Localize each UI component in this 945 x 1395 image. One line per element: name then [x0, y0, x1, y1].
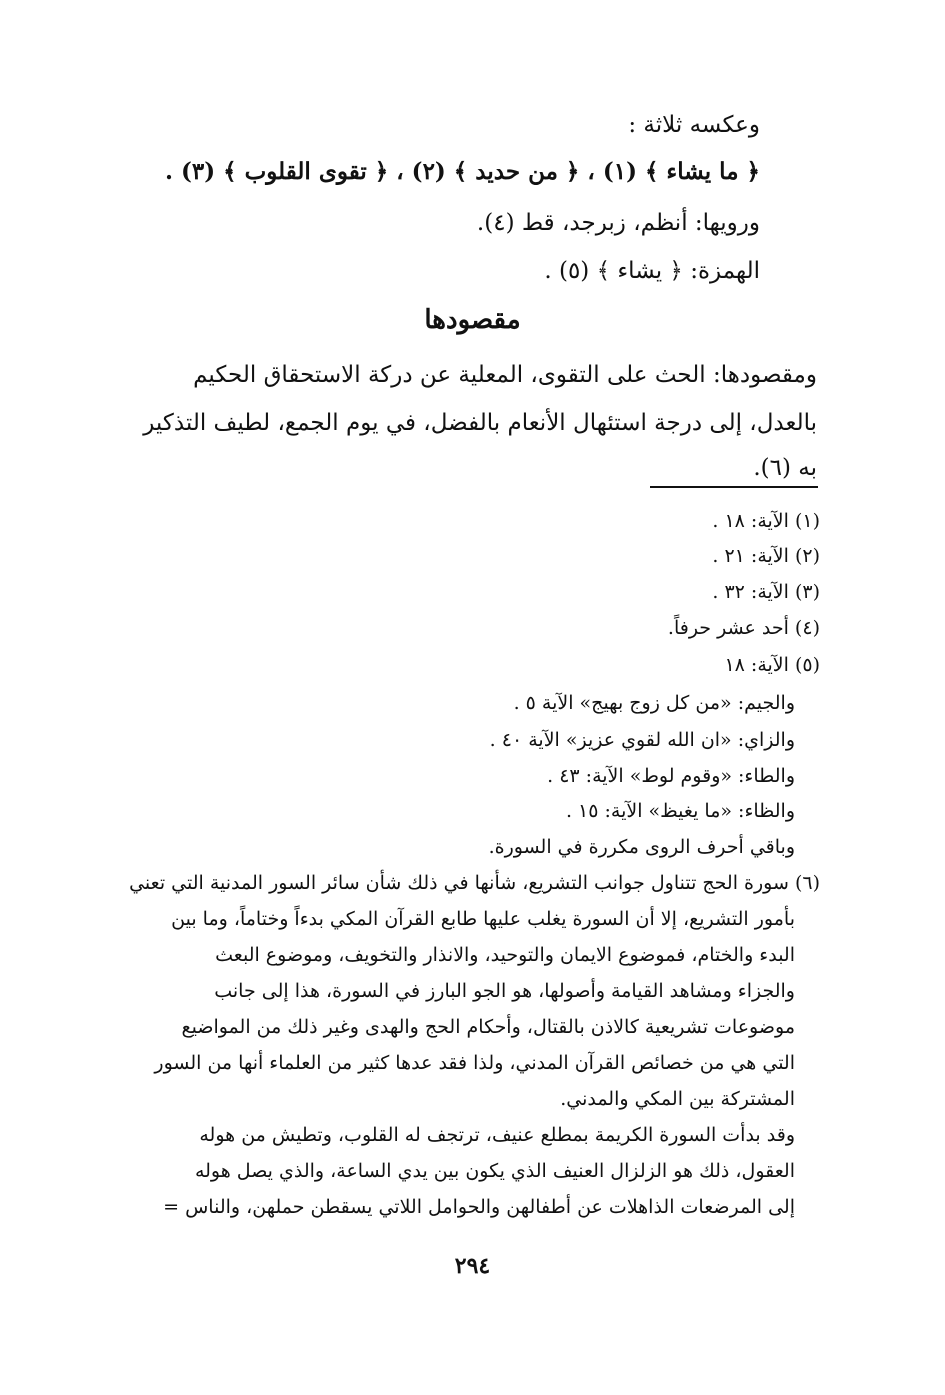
text-line: وعكسه ثلاثة : — [628, 112, 760, 138]
footnote-continuation: العقول، ذلك هو الزلزال العنيف الذي يكون بين يدي الساعة، والذي يصل هوله — [194, 1160, 795, 1182]
footnote: (٤) أحد عشر حرفاً. — [667, 617, 820, 639]
footnote-continuation: والطاء: «وقوم لوط» الآية: ٤٣ . — [547, 765, 795, 787]
paragraph-line: به (٦). — [753, 455, 817, 481]
footnote-continuation: المشتركة بين المكي والمدني. — [560, 1088, 795, 1110]
text-line: الهمزة: ﴿ يشاء ﴾ (٥) . — [544, 258, 760, 284]
footnote-continuation: البدء والختام، فموضوع الايمان والتوحيد، والانذار والتخويف، وموضوع البعث — [215, 944, 795, 966]
footnote: (١) الآية: ١٨ . — [712, 510, 820, 532]
footnote-continuation: موضوعات تشريعية كالاذن بالقتال، وأحكام الحج والهدى وغير ذلك من المواضيع — [181, 1016, 795, 1038]
page-number: ٢٩٤ — [454, 1253, 491, 1279]
paragraph-line: ومقصودها: الحث على التقوى، المعلية عن دركة الاستحقاق الحكيم — [193, 362, 817, 388]
footnote-continuation: والجيم: «من كل زوج بهيج» الآية ٥ . — [513, 692, 795, 714]
footnote-separator — [650, 486, 818, 488]
footnote-continuation: وقد بدأت السورة الكريمة بمطلع عنيف، ترتجف له القلوب، وتطيش من هوله — [199, 1124, 795, 1146]
footnote-continuation: والزاي: «ان الله لقوي عزيز» الآية ٤٠ . — [489, 729, 795, 751]
footnote: (٣) الآية: ٣٢ . — [712, 581, 820, 603]
footnote-continuation: إلى المرضعات الذاهلات عن أطفالهن والحوامل اللاتي يسقطن حملهن، والناس = — [163, 1196, 795, 1218]
section-heading: مقصودها — [424, 305, 521, 335]
footnote: (٢) الآية: ٢١ . — [712, 545, 820, 567]
footnote: (٦) سورة الحج تتناول جوانب التشريع، شأنها في ذلك شأن سائر السور المدنية التي تعني — [129, 872, 820, 894]
footnote-continuation: وباقي أحرف الروى مكررة في السورة. — [488, 836, 795, 858]
footnote: (٥) الآية: ١٨ — [724, 654, 820, 676]
paragraph-line: بالعدل، إلى درجة استئهال الأنعام بالفضل، في يوم الجمع، لطيف التذكير — [143, 410, 817, 436]
footnote-continuation: والجزاء ومشاهد القيامة وأصولها، هو الجو البارز في السورة، هذا إلى جانب — [214, 980, 795, 1002]
verse-line: ﴿ ما يشاء ﴾ (١) ، ﴿ من حديد ﴾ (٢) ، ﴿ تقوى القلوب ﴾ (٣) . — [165, 158, 760, 185]
footnote-continuation: بأمور التشريع، إلا أن السورة يغلب عليها طابع القرآن المكي بدءاً وختاماً، وما بين — [171, 908, 795, 930]
footnote-continuation: والظاء: «ما يغيظ» الآية: ١٥ . — [565, 800, 795, 822]
footnote-continuation: التي هي من خصائص القرآن المدني، ولذا فقد عدها كثير من العلماء أنها من السور — [154, 1052, 795, 1074]
text-line: ورويها: أنظم، زبرجد، قط (٤). — [476, 210, 760, 236]
